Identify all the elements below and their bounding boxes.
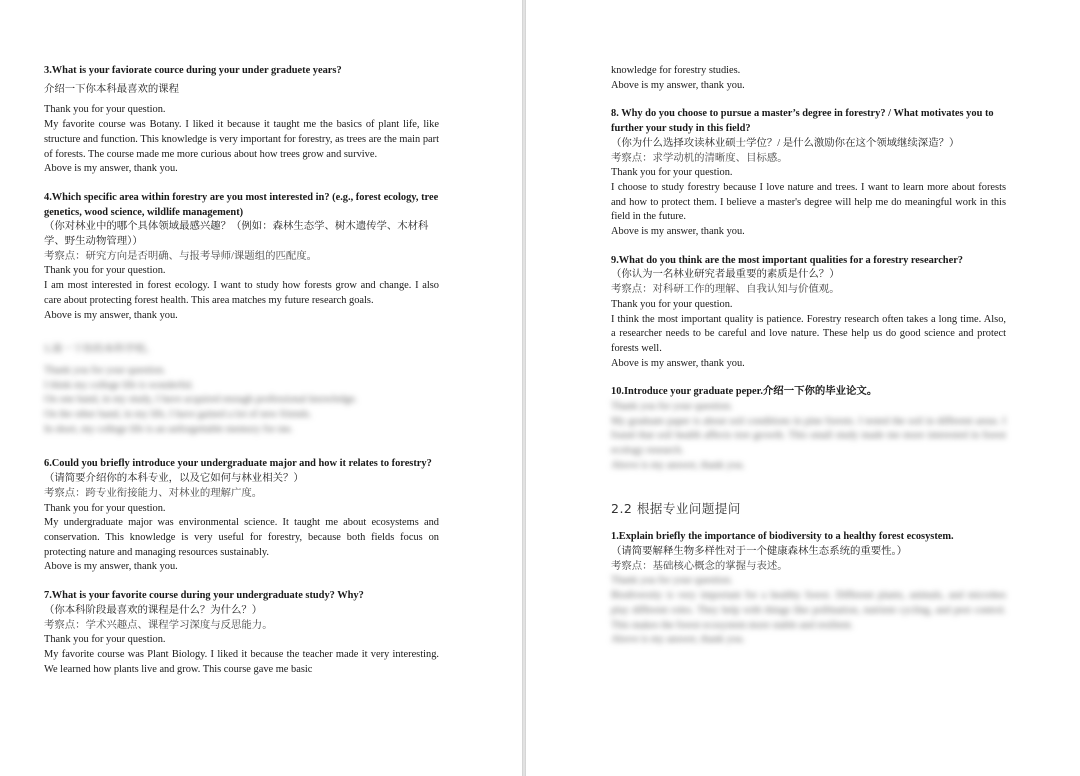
question-8-block <box>611 107 1006 239</box>
answer-body: My favorite course was Botany. I liked it because it taught me the basics of plant life, like structure and function. This knowledge is very important for forestry, as trees are the main part of forests. The course made me more curious about how trees grow and survive. <box>44 119 439 160</box>
answer-thanks: Thank you for your question. <box>44 104 166 116</box>
answer-closing: Above is my answer, thank you. <box>44 309 178 321</box>
answer-body: My undergraduate major was environmental science. It taught me about ecosystems and conservation. This knowledge is very useful for forestry, because both fields focus on protecting nature and managing resources sustainably. <box>44 517 439 558</box>
answer-thanks: Thank you for your question. <box>611 401 733 413</box>
answer-thanks: Thank you for your question. <box>611 167 733 179</box>
answer-thanks: Thank you for your question. <box>44 634 166 646</box>
left-page <box>0 0 522 776</box>
right-page <box>526 0 1080 776</box>
question-9-title: 9.What do you think are the most important qualities for a forestry researcher? <box>611 254 964 266</box>
question-3-cn: 介绍一下你本科最喜欢的课程 <box>44 83 180 95</box>
question-6-block <box>44 457 439 575</box>
question-8-title: 8. Why do you choose to pursue a master’s degree in forestry? / What motivates you to further your study in this field? <box>611 108 994 135</box>
question-4-cn: （你对林业中的哪个具体领域最感兴趣？（例如：森林生态学、树木遗传学、木材科学、野生动物管理）） <box>44 221 429 248</box>
answer-closing: Above is my answer, thank you. <box>44 163 178 175</box>
question-3-title: 3.What is your faviorate cource during your under graduete years? <box>44 65 342 76</box>
question-10-title: 10.Introduce your graduate peper. <box>611 386 763 398</box>
question-9-cn: （你认为一名林业研究者最重要的素质是什么？） <box>611 269 840 281</box>
question-5-block-blurred <box>44 343 439 437</box>
question-3-block <box>44 64 439 177</box>
answer-line: In short, my college life is an unforgettable memory for me. <box>44 423 294 435</box>
question-4-block <box>44 191 439 323</box>
answer-body: My graduate paper is about soil conditions in pine forests. I tested the soil in different areas. I found that soil health affects tree growth. This small study made me more interested in forest ecology research. <box>611 415 1006 457</box>
specialty-question-1-cn: （请简要解释生物多样性对于一个健康森林生态系统的重要性。） <box>611 545 908 557</box>
question-9-block <box>611 254 1006 372</box>
answer-thanks: Thank you for your question. <box>44 502 166 514</box>
question-7-title: 7.What is your favorite course during your undergraduate study? Why? <box>44 590 364 602</box>
answer-closing: Above is my answer, thank you. <box>44 561 178 573</box>
answer-thanks: Thank you for your question. <box>611 575 733 587</box>
question-10-block <box>611 385 1006 473</box>
question-6-cn: （请简要介绍你的本科专业，以及它如何与林业相关？） <box>44 473 304 485</box>
question-7-keypoint: 考察点：学术兴趣点、课程学习深度与反思能力。 <box>44 619 273 631</box>
question-7-block <box>44 589 439 677</box>
answer-closing: Above is my answer, thank you. <box>611 79 745 91</box>
question-4-keypoint: 考察点：研究方向是否明确、与报考导师/课题组的匹配度。 <box>44 250 318 262</box>
answer-line: On one hand, in my study, I have acquired enough professional knowledge. <box>44 394 358 406</box>
answer-closing: Above is my answer, thank you. <box>611 357 745 369</box>
question-7-cn: （你本科阶段最喜欢的课程是什么？为什么？） <box>44 604 263 616</box>
answer-body: My favorite course was Plant Biology. I liked it because the teacher made it very interesting. We learned how plants live and grow. This course gave me basic <box>44 648 439 675</box>
answer-line: knowledge for forestry studies. <box>611 65 741 76</box>
answer-closing: Above is my answer, thank you. <box>611 226 745 238</box>
answer-body: I choose to study forestry because I love nature and trees. I want to learn more about forests and how to protect them. I believe a master's degree will help me do meaningful work in this field in the future. <box>611 181 1006 223</box>
question-6-title: 6.Could you briefly introduce your undergraduate major and how it relates to forestry? <box>44 458 432 470</box>
question-6-keypoint: 考察点：跨专业衔接能力、对林业的理解广度。 <box>44 487 263 499</box>
answer-closing: Above is my answer, thank you. <box>611 459 745 471</box>
answer-thanks: Thank you for your question. <box>44 364 166 376</box>
specialty-question-1-title: 1.Explain briefly the importance of biodiversity to a healthy forest ecosystem. <box>611 531 954 543</box>
specialty-question-1-keypoint: 考察点：基础核心概念的掌握与表述。 <box>611 560 788 572</box>
answer-line: On the other hand, in my life, I have gained a lot of new friends. <box>44 409 312 421</box>
question-10-cn: 介绍一下你的毕业论文。 <box>762 386 878 398</box>
answer-body: I am most interested in forest ecology. I want to study how forests grow and change. I also care about protecting forest health. This area matches my future research goals. <box>44 280 439 306</box>
answer-body: Biodiversity is very important for a healthy forest. Different plants, animals, and microbes play different roles. They help with things like pollination, nutrient cycling, and pest control. This makes the forest ecosystem more stable and resilient. <box>611 590 1006 631</box>
specialty-question-1-answer-blurred <box>611 574 1006 648</box>
question-5-title: 5.谈一下你的本科学校。 <box>44 344 156 356</box>
question-4-title: 4.Which specific area within forestry are you most interested in? (e.g., forest ecology, tree genetics, wood science, wildlife management) <box>44 191 439 218</box>
question-8-cn: （你为什么选择攻读林业硕士学位？/ 是什么激励你在这个领域继续深造？） <box>611 137 960 149</box>
question-8-keypoint: 考察点：求学动机的清晰度、目标感。 <box>611 152 788 164</box>
question-10-answer-blurred <box>611 400 1006 474</box>
answer-thanks: Thank you for your question. <box>44 265 166 277</box>
answer-thanks: Thank you for your question. <box>611 298 733 310</box>
answer-line: I think my college life is wonderful. <box>44 379 194 391</box>
specialty-question-1-block <box>611 530 1006 648</box>
question-7-continuation <box>611 64 1006 93</box>
answer-body: I think the most important quality is patience. Forestry research often takes a long time. Also, a researcher needs to be careful and love nature. These help us do good science and protect forests well. <box>611 313 1006 354</box>
left-column <box>44 64 439 691</box>
right-column <box>611 64 1006 662</box>
section-title: 2.2 根据专业问题提问 <box>611 500 741 516</box>
question-9-keypoint: 考察点：对科研工作的理解、自我认知与价值观。 <box>611 284 840 296</box>
answer-closing: Above is my answer, thank you. <box>611 634 745 646</box>
